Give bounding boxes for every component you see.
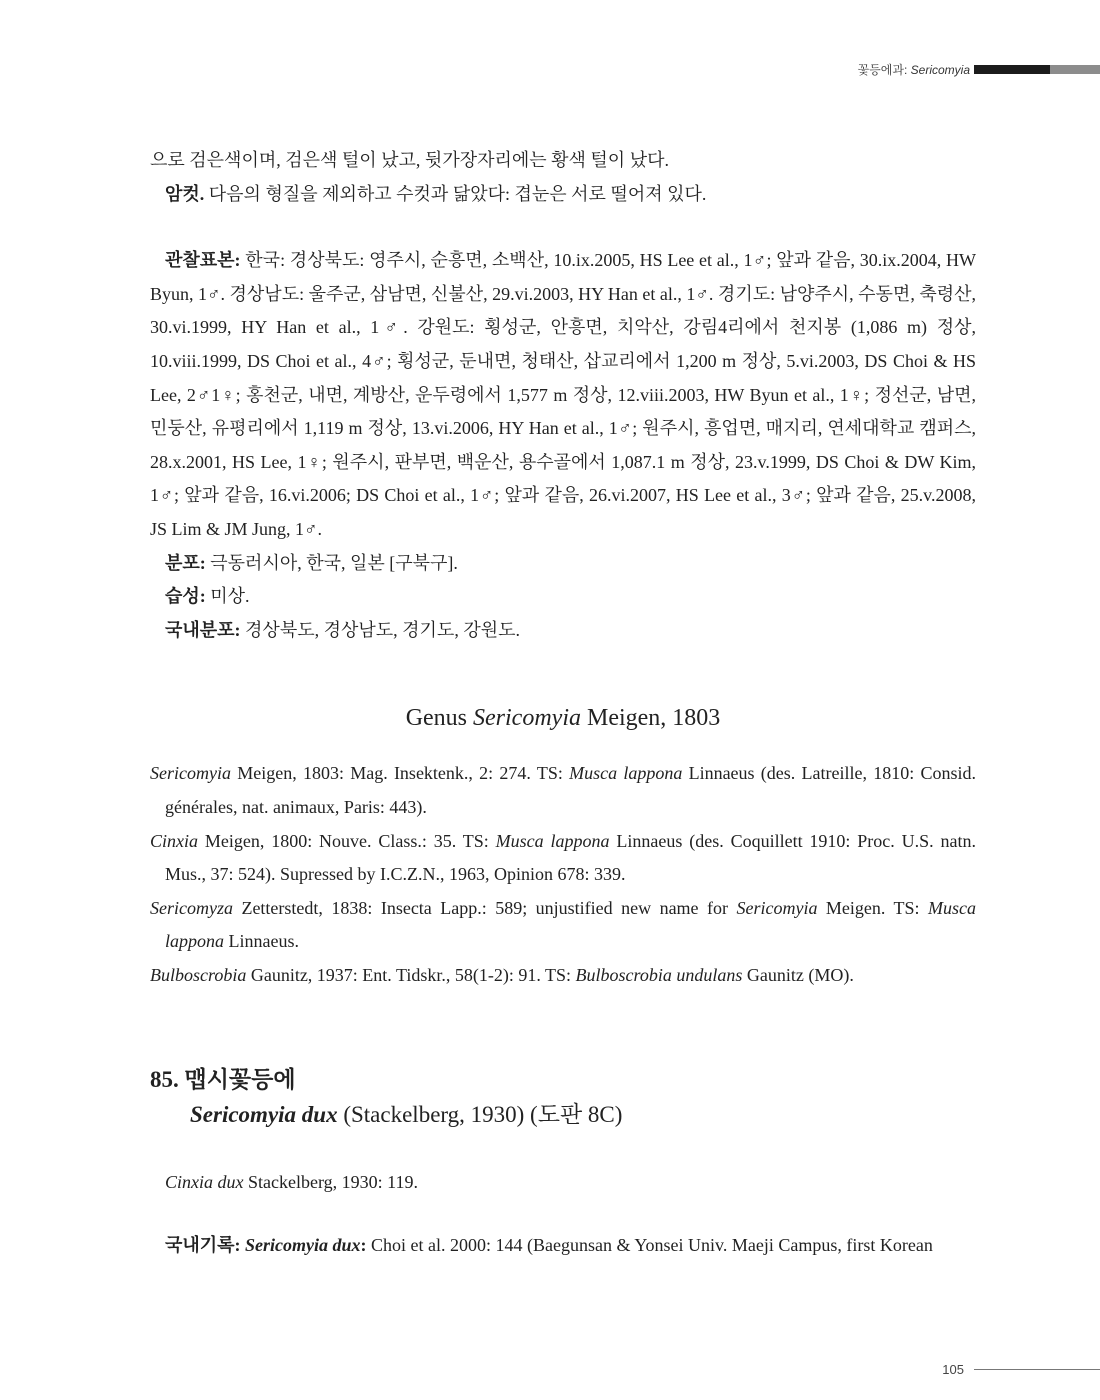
spacer — [150, 211, 976, 244]
synonym-citation: Meigen, 1800: Nouve. Class.: 35. TS: — [198, 830, 496, 851]
page-number: 105 — [942, 1361, 964, 1377]
running-header-text — [858, 61, 970, 78]
running-header — [858, 62, 1100, 76]
species-scientific-name: Sericomyia dux — [190, 1102, 338, 1128]
species-number: 85. — [150, 1067, 179, 1093]
header-genus: Sericomyia — [910, 62, 970, 77]
genus-author: Meigen, 1803 — [580, 705, 721, 732]
synonym-citation-rest: Linnaeus (des. Latreille, 1810: Consid. générales, nat. animaux, Paris: 443). — [165, 763, 976, 817]
female-label: 암컷. — [165, 183, 205, 204]
synonym-type-species: Musca lappona — [165, 897, 977, 952]
examined-paragraph — [150, 244, 976, 546]
record-colon: : — [360, 1235, 367, 1256]
species-heading — [150, 1062, 976, 1098]
distribution-paragraph — [150, 547, 976, 581]
synonym-type-species: Bulboscrobia undulans — [575, 964, 743, 985]
habit-label: 습성: — [165, 586, 206, 607]
species-korean-name: 맵시꽃등에 — [178, 1067, 296, 1093]
genus-name: Sericomyia — [473, 705, 581, 732]
record-scientific-name: Sericomyia dux — [245, 1235, 361, 1256]
synonym-citation: Zetterstedt, 1838: Insecta Lapp.: 589; unjustified new name for — [232, 897, 737, 918]
synonym-citation-rest: Linnaeus (des. Coquillett 1910: Proc. U.S. natn. Mus., 37: 524). Supressed by I.C.Z.N., 1963, Opinion 678: 339. — [165, 830, 976, 885]
synonym-entry — [150, 959, 976, 993]
domestic-paragraph — [150, 614, 976, 648]
spacer — [150, 735, 976, 757]
spacer — [150, 647, 976, 701]
footer-rule — [974, 1369, 1100, 1370]
genus-prefix: Genus — [405, 705, 474, 732]
female-paragraph — [150, 178, 976, 212]
synonym-taxon: Sericomyia — [150, 763, 231, 784]
spacer — [150, 1200, 976, 1229]
record-label: 국내기록: — [165, 1235, 241, 1256]
synonym-type-species: Musca lappona — [569, 763, 683, 784]
habit-text: 미상. — [205, 586, 250, 607]
genus-heading — [150, 701, 976, 735]
distribution-label: 분포: — [165, 552, 206, 573]
examined-label: 관찰표본: — [165, 250, 241, 271]
synonym-citation-rest: Linnaeus. — [224, 931, 299, 952]
species-synonym-name: Cinxia dux — [165, 1172, 244, 1193]
page-content — [150, 144, 976, 1263]
synonym-type-species: Musca lappona — [495, 830, 610, 851]
synonym-taxon: Cinxia — [150, 830, 198, 851]
synonym-entry — [150, 892, 976, 959]
species-synonym — [150, 1166, 976, 1200]
female-text: 다음의 형질을 제외하고 수컷과 닮았다: 겹눈은 서로 떨어져 있다. — [204, 183, 707, 204]
domestic-text: 경상북도, 경상남도, 경기도, 강원도. — [240, 619, 520, 640]
synonym-entry — [150, 757, 976, 824]
synonym-taxon: Sericomyza — [150, 897, 233, 918]
spacer — [150, 992, 976, 1062]
domestic-label: 국내분포: — [165, 619, 241, 640]
synonym-taxon: Bulboscrobia — [150, 964, 247, 985]
page-footer — [942, 1362, 1100, 1376]
spacer — [150, 1132, 976, 1166]
domestic-record-paragraph — [150, 1229, 976, 1263]
distribution-text: 극동러시아, 한국, 일본 [구북구]. — [205, 552, 458, 573]
species-author: (Stackelberg, 1930) (도판 8C) — [337, 1102, 623, 1128]
synonym-citation: Gaunitz, 1937: Ent. Tidskr., 58(1-2): 91. TS: — [246, 964, 576, 985]
header-family: 꽃등에과: — [857, 62, 911, 77]
header-bar-dark — [974, 65, 1050, 74]
synonym-citation-rest: Gaunitz (MO). — [742, 964, 854, 985]
synonym-valid-genus: Sericomyia — [736, 897, 818, 918]
habit-paragraph — [150, 580, 976, 614]
synonym-citation-mid: Meigen. TS: — [817, 897, 929, 918]
continuation-paragraph: 으로 검은색이며, 검은색 털이 났고, 뒷가장자리에는 황색 털이 났다. — [150, 150, 669, 170]
record-text: Choi et al. 2000: 144 (Baegunsan & Yonsei Univ. Maeji Campus, first Korean — [366, 1235, 933, 1256]
header-bar-gray — [1050, 65, 1100, 74]
examined-text: 한국: 경상북도: 영주시, 순흥면, 소백산, 10.ix.2005, HS Lee et al., 1♂; 앞과 같음, 30.ix.2004, HW Byun, 1♂. 경상남도: 울주군, 삼남면, 신불산, 29.vi.2003, HY Han et al., 1♂. 경기도: 남양주시, 수동면, 축령산, 30.vi.1999, HY Han et al., 1♂. 강원도: 횡성군, 안흥면, 치악산, 강림4리에서 천지봉 (1,086 m) 정상, 10.viii.1999, DS Choi et al., 4♂; 횡성군, 둔내면, 청태산, 삽교리에서 1,200 m 정상, 5.vi.2003, DS Choi & HS Lee, 2♂1♀; 홍천군, 내면, 계방산, 운두령에서 1,577 m 정상, 12.viii.2003, HW Byun et al., 1♀; 정선군, 남면, 민둥산, 유평리에서 1,119 m 정상, 13.vi.2006, HY Han et al., 1♂; 원주시, 흥업면, 매지리, 연세대학교 캠퍼스, 28.x.2001, HS Lee, 1♀; 원주시, 판부면, 백운산, 용수골에서 1,087.1 m 정상, 23.v.1999, DS Choi & DW Kim, 1♂; 앞과 같음, 16.vi.2006; DS Choi et al., 1♂; 앞과 같음, 26.vi.2007, HS Lee et al., 3♂; 앞과 같음, 25.v.2008, JS Lim & JM Jung, 1♂. — [150, 250, 976, 539]
species-scientific-heading — [150, 1098, 976, 1132]
species-synonym-citation: Stackelberg, 1930: 119. — [243, 1172, 418, 1193]
synonym-citation: Meigen, 1803: Mag. Insektenk., 2: 274. TS: — [230, 763, 570, 784]
synonym-entry — [150, 825, 976, 892]
